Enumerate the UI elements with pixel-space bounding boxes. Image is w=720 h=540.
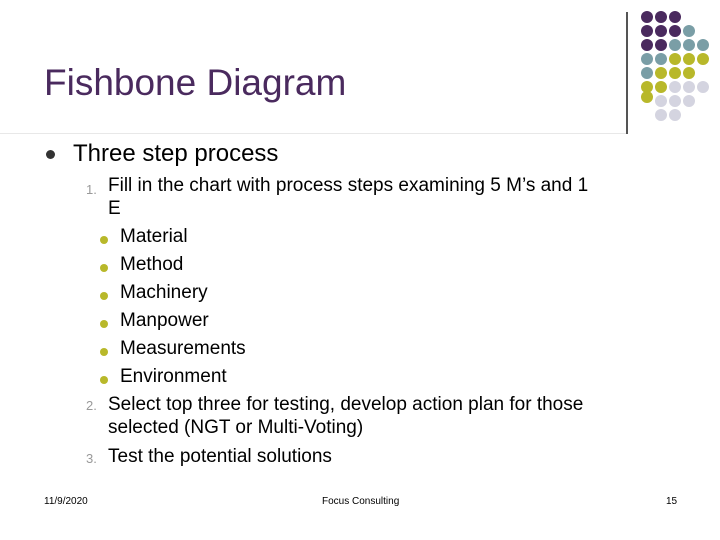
factor-label: Method — [120, 254, 184, 275]
level1-bullet-text: Three step process — [73, 140, 279, 167]
step-text-line: Test the potential solutions — [108, 446, 332, 467]
factor-label: Environment — [120, 366, 227, 387]
step-text-line: Fill in the chart with process steps examining 5 M’s and 1 — [108, 175, 589, 196]
step-text — [108, 174, 588, 220]
bullet-icon — [100, 236, 108, 244]
step-number: 1. — [86, 182, 97, 197]
step-text — [108, 445, 332, 468]
factor-label: Measurements — [120, 338, 246, 359]
step-text-line: selected (NGT or Multi-Voting) — [108, 417, 364, 438]
bullet-icon — [100, 348, 108, 356]
slide-title: Fishbone Diagram — [44, 62, 347, 103]
bullet-icon — [100, 320, 108, 328]
factor-label: Manpower — [120, 310, 209, 331]
decorative-dot-grid — [0, 0, 720, 140]
step-number: 3. — [86, 451, 97, 466]
footer-date: 11/9/2020 — [44, 496, 88, 507]
footer-center: Focus Consulting — [322, 496, 400, 507]
factor-label: Machinery — [120, 282, 208, 303]
bullet-icon — [46, 150, 55, 159]
step-text-line: Select top three for testing, develop action plan for those — [108, 394, 584, 415]
bullet-icon — [100, 292, 108, 300]
bullet-icon — [100, 376, 108, 384]
bullet-icon — [100, 264, 108, 272]
step-text — [108, 393, 583, 439]
step-text-line: E — [108, 198, 121, 219]
step-number: 2. — [86, 398, 97, 413]
factor-label: Material — [120, 226, 188, 247]
footer-page-number: 15 — [666, 496, 678, 507]
